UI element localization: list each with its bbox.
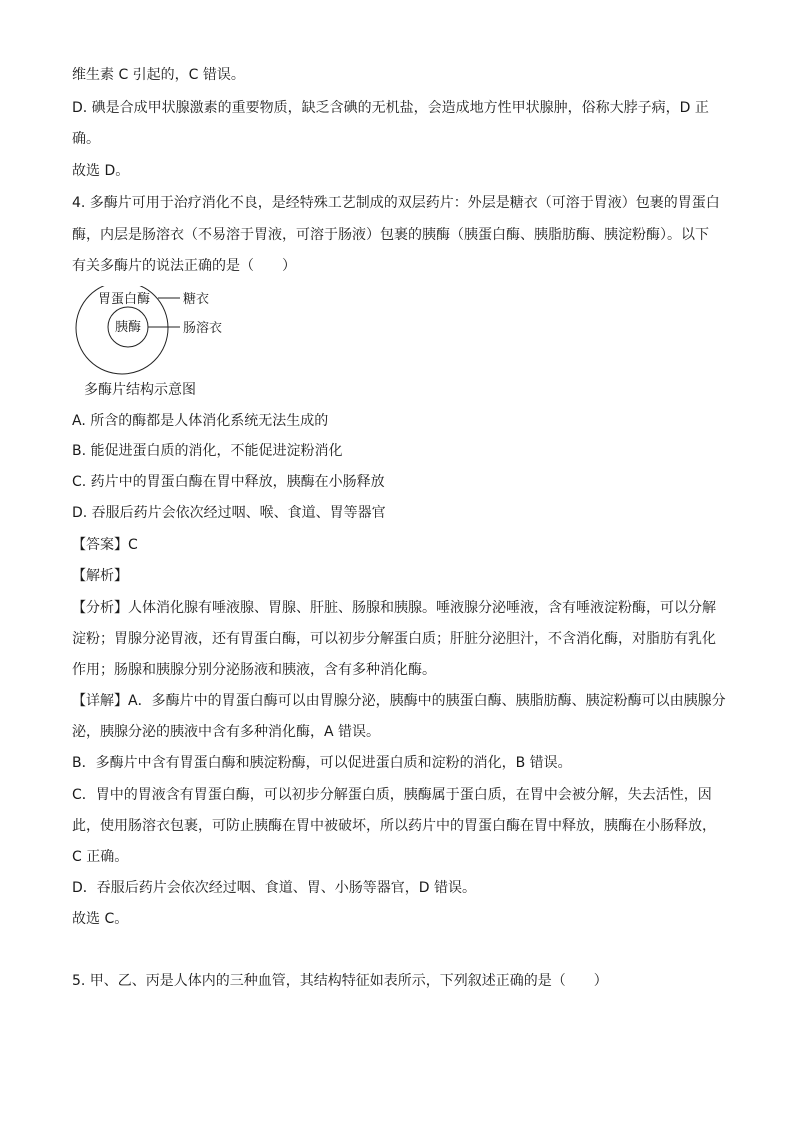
multi-enzyme-tablet-diagram [72,286,272,401]
tablet-structure-svg [72,286,272,401]
analysis-header: 【解析】 [72,568,128,584]
enteric-coat-label: 肠溶衣 [183,321,223,336]
question-4-stem: 4. 多酶片可用于治疗消化不良，是经特殊工艺制成的双层药片：外层是糖衣（可溶于胃液）包裹的胃蛋白 [72,195,720,211]
pancreatin-label: 胰酶 [114,320,142,335]
text-line: D. 碘是合成甲状腺激素的重要物质，缺乏含碘的无机盐，会造成地方性甲状腺肿，俗称大脖子病，D 正 [72,100,709,116]
figure-caption: 多酶片结构示意图 [84,382,196,398]
analysis-line: 此，使用肠溶衣包裹，可防止胰酶在胃中被破坏，所以药片中的胃蛋白酶在胃中释放，胰酶在小肠释放， [72,818,716,834]
option-d: D. 吞服后药片会依次经过咽、喉、食道、胃等器官 [72,505,386,521]
option-c: C. 药片中的胃蛋白酶在胃中释放，胰酶在小肠释放 [72,474,385,490]
text-line: 确。 [72,131,100,147]
answer-line: 【答案】C [72,537,138,553]
analysis-line: 故选 C。 [72,911,129,927]
question-4-stem: 有关多酶片的说法正确的是（ ） [72,258,296,274]
analysis-line: C 正确。 [72,849,129,865]
analysis-line: 泌，胰腺分泌的胰液中含有多种消化酶，A 错误。 [72,724,381,740]
analysis-line: 【分析】人体消化腺有唾液腺、胃腺、肝脏、肠腺和胰腺。唾液腺分泌唾液，含有唾液淀粉酶，可以分解 [72,600,716,616]
text-line: 故选 D。 [72,163,130,179]
analysis-line: 【详解】A．多酶片中的胃蛋白酶可以由胃腺分泌，胰酶中的胰蛋白酶、胰脂肪酶、胰淀粉酶可以由胰腺分 [72,693,726,709]
option-b: B. 能促进蛋白质的消化，不能促进淀粉消化 [72,443,343,459]
question-4-stem: 酶，内层是肠溶衣（不易溶于胃液，可溶于肠液）包裹的胰酶（胰蛋白酶、胰脂肪酶、胰淀粉酶）。以下 [72,227,709,243]
analysis-line: B．多酶片中含有胃蛋白酶和胰淀粉酶，可以促进蛋白质和淀粉的消化，B 错误。 [72,755,572,771]
text-line: 维生素 C 引起的，C 错误。 [72,67,245,83]
analysis-line: D．吞服后药片会依次经过咽、食道、胃、小肠等器官，D 错误。 [72,880,477,896]
analysis-line: C．胃中的胃液含有胃蛋白酶，可以初步分解蛋白质，胰酶属于蛋白质，在胃中会被分解，失去活性，因 [72,787,712,803]
pepsin-label: 胃蛋白酶 [97,292,151,307]
analysis-line: 作用；肠腺和胰腺分别分泌肠液和胰液，含有多种消化酶。 [72,662,436,678]
option-a: A. 所含的酶都是人体消化系统无法生成的 [72,413,329,429]
sugar-coat-label: 糖衣 [183,292,210,307]
question-5-stem: 5. 甲、乙、丙是人体内的三种血管，其结构特征如表所示，下列叙述正确的是（ ） [72,973,608,989]
analysis-line: 淀粉；胃腺分泌胃液，还有胃蛋白酶，可以初步分解蛋白质；肝脏分泌胆汁，不含消化酶，对脂肪有乳化 [72,631,716,647]
